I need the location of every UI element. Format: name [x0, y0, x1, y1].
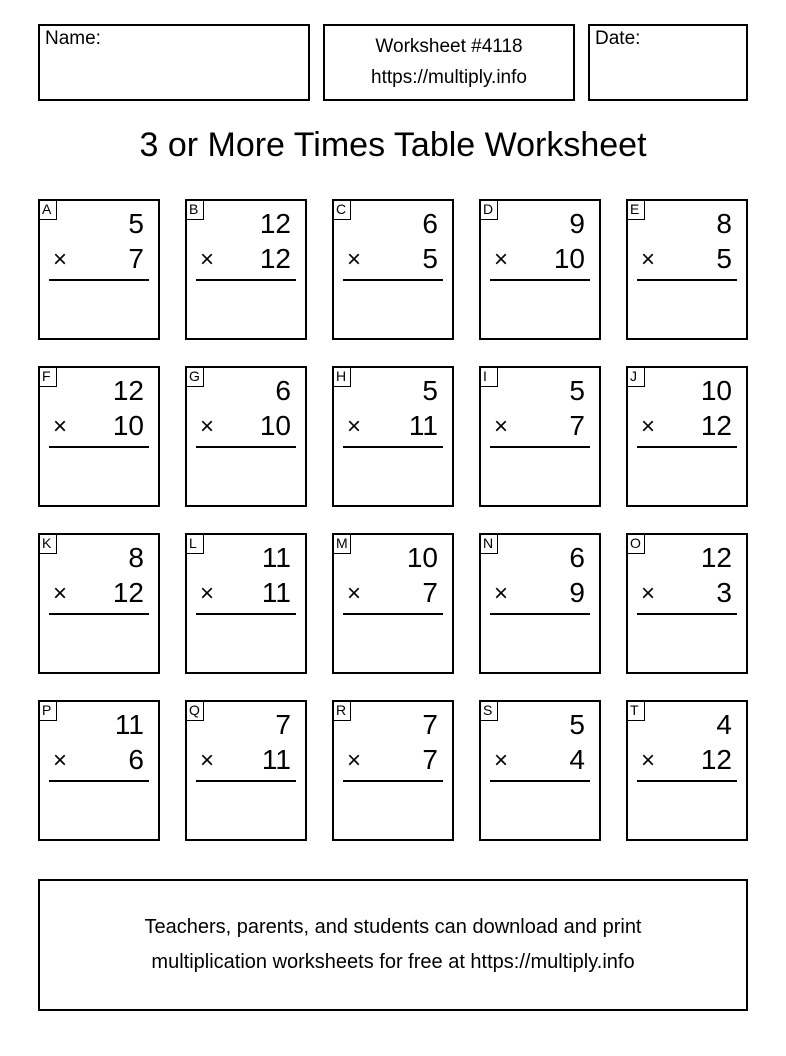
multiplier: 7 — [422, 744, 438, 775]
problem-letter: H — [332, 366, 351, 387]
answer-rule — [490, 780, 590, 782]
multiplier: 3 — [716, 577, 732, 608]
answer-rule — [490, 279, 590, 281]
multiplier: 9 — [569, 577, 585, 608]
problem-card-e — [626, 199, 748, 340]
problem-letter: G — [185, 366, 204, 387]
answer-rule — [49, 780, 149, 782]
problem-card-r — [332, 700, 454, 841]
multiply-sign: × — [494, 747, 509, 774]
multiply-sign: × — [641, 246, 656, 273]
multiplier: 4 — [569, 744, 585, 775]
date-label: Date: — [595, 28, 641, 49]
multiplier: 12 — [259, 243, 291, 274]
problem-card-i — [479, 366, 601, 507]
footer-line-1: Teachers, parents, and students can download and print — [144, 916, 642, 938]
answer-rule — [343, 780, 443, 782]
multiplier: 12 — [112, 577, 144, 608]
answer-rule — [196, 613, 296, 615]
problem-letter: Q — [185, 700, 204, 721]
multiplicand: 12 — [259, 208, 291, 239]
multiply-sign: × — [200, 580, 215, 607]
answer-rule — [196, 279, 296, 281]
answer-rule — [637, 279, 737, 281]
problem-card-t — [626, 700, 748, 841]
name-label: Name: — [45, 28, 101, 49]
multiplicand: 7 — [275, 709, 291, 740]
answer-rule — [49, 446, 149, 448]
problem-letter: S — [479, 700, 498, 721]
problem-card-a — [38, 199, 160, 340]
multiplier: 10 — [259, 410, 291, 441]
problem-letter: E — [626, 199, 645, 220]
problem-letter: T — [626, 700, 645, 721]
multiplicand: 5 — [128, 208, 144, 239]
problem-letter: M — [332, 533, 351, 554]
problem-letter: I — [479, 366, 498, 387]
problem-card-n — [479, 533, 601, 674]
multiply-sign: × — [53, 413, 68, 440]
multiplier: 12 — [700, 410, 732, 441]
problem-card-b — [185, 199, 307, 340]
multiply-sign: × — [200, 413, 215, 440]
multiplicand: 12 — [112, 375, 144, 406]
name-box[interactable] — [38, 24, 310, 101]
problem-letter: B — [185, 199, 204, 220]
multiplicand: 4 — [716, 709, 732, 740]
problem-letter: K — [38, 533, 57, 554]
answer-rule — [343, 279, 443, 281]
multiplicand: 5 — [422, 375, 438, 406]
answer-rule — [196, 446, 296, 448]
problem-card-g — [185, 366, 307, 507]
multiplier: 5 — [422, 243, 438, 274]
answer-rule — [49, 613, 149, 615]
multiply-sign: × — [641, 413, 656, 440]
problem-letter: L — [185, 533, 204, 554]
answer-rule — [49, 279, 149, 281]
multiply-sign: × — [494, 413, 509, 440]
answer-rule — [343, 613, 443, 615]
multiply-sign: × — [200, 747, 215, 774]
problem-card-m — [332, 533, 454, 674]
multiply-sign: × — [347, 246, 362, 273]
problem-card-l — [185, 533, 307, 674]
multiplier: 5 — [716, 243, 732, 274]
problem-card-c — [332, 199, 454, 340]
multiplier: 11 — [261, 744, 291, 775]
multiplicand: 6 — [275, 375, 291, 406]
multiply-sign: × — [347, 580, 362, 607]
problem-card-f — [38, 366, 160, 507]
problem-letter: N — [479, 533, 498, 554]
problem-card-j — [626, 366, 748, 507]
problem-card-p — [38, 700, 160, 841]
multiply-sign: × — [53, 747, 68, 774]
multiplicand: 6 — [569, 542, 585, 573]
multiplier: 6 — [128, 744, 144, 775]
problem-letter: P — [38, 700, 57, 721]
multiplier: 7 — [128, 243, 144, 274]
problem-card-k — [38, 533, 160, 674]
problem-letter: C — [332, 199, 351, 220]
multiplier: 11 — [261, 577, 291, 608]
multiplier: 10 — [553, 243, 585, 274]
multiplicand: 7 — [422, 709, 438, 740]
problem-card-q — [185, 700, 307, 841]
answer-rule — [343, 446, 443, 448]
problem-card-o — [626, 533, 748, 674]
multiplier: 11 — [408, 410, 438, 441]
multiplicand: 11 — [114, 709, 144, 740]
multiplier: 7 — [422, 577, 438, 608]
problem-card-d — [479, 199, 601, 340]
site-url: https://multiply.info — [371, 67, 527, 88]
multiply-sign: × — [494, 580, 509, 607]
problem-card-s — [479, 700, 601, 841]
page-title: 3 or More Times Table Worksheet — [139, 126, 647, 164]
answer-rule — [196, 780, 296, 782]
multiplicand: 6 — [422, 208, 438, 239]
problem-letter: O — [626, 533, 645, 554]
date-box[interactable] — [588, 24, 748, 101]
problem-letter: R — [332, 700, 351, 721]
footer-line-2: multiplication worksheets for free at https://multiply.info — [151, 951, 635, 973]
problem-card-h — [332, 366, 454, 507]
multiply-sign: × — [53, 246, 68, 273]
multiplicand: 8 — [128, 542, 144, 573]
multiplier: 12 — [700, 744, 732, 775]
worksheet-info-box — [323, 24, 575, 101]
multiplicand: 5 — [569, 709, 585, 740]
answer-rule — [637, 780, 737, 782]
problem-letter: A — [38, 199, 57, 220]
worksheet-id: Worksheet #4118 — [375, 36, 523, 57]
answer-rule — [490, 613, 590, 615]
multiply-sign: × — [641, 580, 656, 607]
multiplicand: 12 — [700, 542, 732, 573]
problem-letter: D — [479, 199, 498, 220]
multiplicand: 8 — [716, 208, 732, 239]
multiplicand: 9 — [569, 208, 585, 239]
multiplicand: 10 — [700, 375, 732, 406]
multiplicand: 5 — [569, 375, 585, 406]
answer-rule — [637, 446, 737, 448]
multiply-sign: × — [200, 246, 215, 273]
problem-letter: F — [38, 366, 57, 387]
multiplier: 10 — [112, 410, 144, 441]
multiply-sign: × — [347, 413, 362, 440]
multiplicand: 11 — [261, 542, 291, 573]
multiply-sign: × — [494, 246, 509, 273]
multiply-sign: × — [641, 747, 656, 774]
answer-rule — [637, 613, 737, 615]
multiply-sign: × — [53, 580, 68, 607]
multiply-sign: × — [347, 747, 362, 774]
answer-rule — [490, 446, 590, 448]
problem-letter: J — [626, 366, 645, 387]
multiplicand: 10 — [406, 542, 438, 573]
multiplier: 7 — [569, 410, 585, 441]
footer-box — [38, 879, 748, 1011]
